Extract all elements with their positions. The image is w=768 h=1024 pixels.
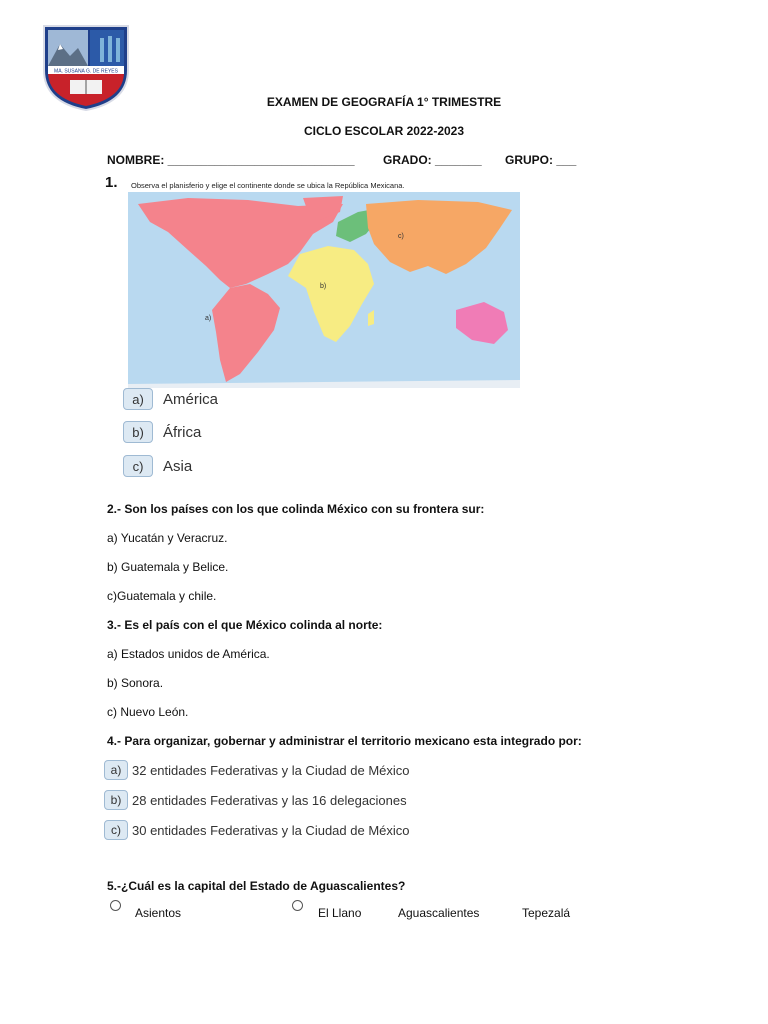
logo-text: MA. SUSANA G. DE REYES: [54, 68, 118, 75]
q2-option-b[interactable]: b) Guatemala y Belice.: [107, 560, 229, 574]
option-letter: b): [123, 421, 153, 443]
q4-option-b[interactable]: [104, 790, 407, 810]
q4-question: 4.- Para organizar, gobernar y administrar el territorio mexicano esta integrado por:: [107, 734, 582, 748]
option-text: 30 entidades Federativas y la Ciudad de México: [132, 822, 410, 838]
q5-radio-el-llano[interactable]: [292, 900, 303, 911]
q4-option-c[interactable]: [104, 820, 410, 840]
q1-option-b[interactable]: [123, 421, 201, 443]
option-letter: c): [104, 820, 128, 840]
q3-option-a[interactable]: a) Estados unidos de América.: [107, 647, 270, 661]
q2-option-c[interactable]: c)Guatemala y chile.: [107, 589, 217, 603]
option-text: 32 entidades Federativas y la Ciudad de México: [132, 762, 410, 778]
world-map: [128, 192, 520, 388]
q5-option-el-llano[interactable]: El Llano: [318, 906, 362, 920]
q1-option-c[interactable]: [123, 455, 192, 477]
q2-option-a[interactable]: a) Yucatán y Veracruz.: [107, 531, 228, 545]
q4-option-a[interactable]: [104, 760, 410, 780]
q5-option-aguascalientes[interactable]: Aguascalientes: [398, 906, 480, 920]
option-text: 28 entidades Federativas y las 16 delegaciones: [132, 792, 407, 808]
school-cycle: CICLO ESCOLAR 2022-2023: [303, 124, 465, 138]
option-letter: c): [123, 455, 153, 477]
q1-instruction: Observa el planisferio y elige el continente donde se ubica la República Mexicana.: [131, 181, 405, 190]
option-text: Asia: [163, 457, 193, 475]
q2-question: 2.- Son los países con los que colinda México con su frontera sur:: [107, 502, 485, 516]
map-label-c: c): [398, 233, 404, 240]
q3-question: 3.- Es el país con el que México colinda al norte:: [107, 618, 383, 632]
q1-option-a[interactable]: [123, 388, 218, 410]
option-text: África: [163, 423, 202, 441]
q3-option-c[interactable]: c) Nuevo León.: [107, 705, 189, 719]
q3-option-b[interactable]: b) Sonora.: [107, 676, 164, 690]
q5-radio-asientos[interactable]: [110, 900, 121, 911]
name-field[interactable]: NOMBRE: ____________________________: [107, 153, 355, 167]
exam-title: EXAMEN DE GEOGRAFÍA 1° TRIMESTRE: [266, 95, 502, 109]
q5-option-asientos[interactable]: Asientos: [135, 906, 182, 920]
q5-question: 5.-¿Cuál es la capital del Estado de Aguascalientes?: [107, 879, 406, 893]
group-field[interactable]: GRUPO: ___: [505, 153, 577, 167]
q5-option-tepezala[interactable]: Tepezalá: [522, 906, 571, 920]
option-letter: a): [123, 388, 153, 410]
map-label-b: b): [320, 283, 327, 290]
map-label-a: a): [205, 315, 212, 322]
option-letter: b): [104, 790, 128, 810]
option-letter: a): [104, 760, 128, 780]
grade-field[interactable]: GRADO: _______: [383, 153, 482, 167]
option-text: América: [163, 390, 219, 408]
q1-number: 1.: [105, 174, 118, 191]
